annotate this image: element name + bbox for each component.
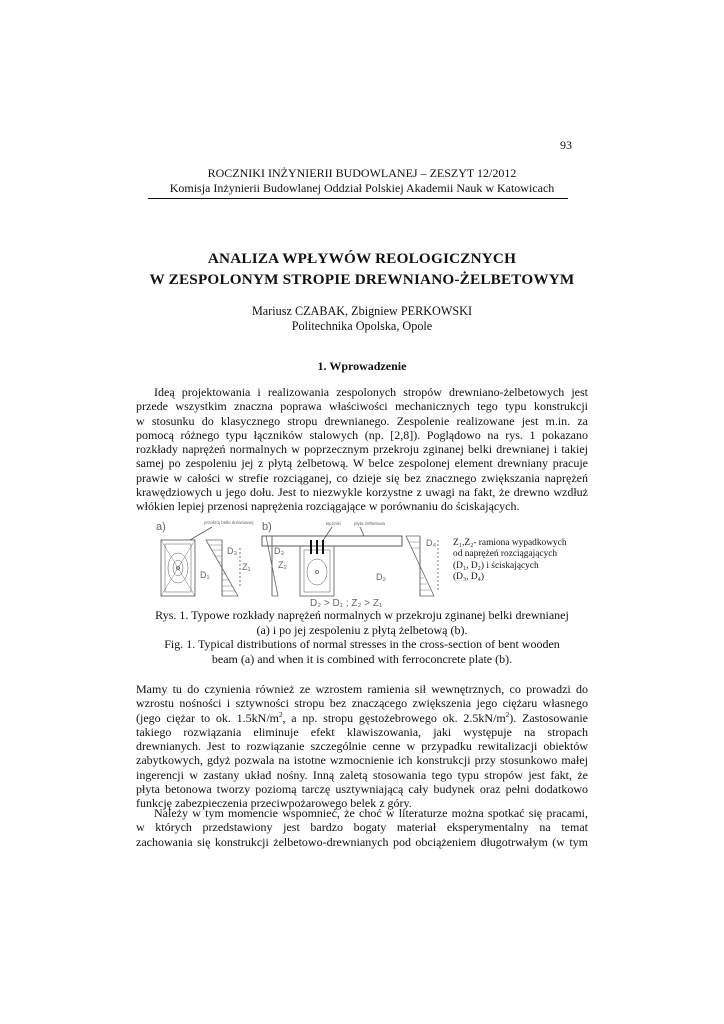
caption-en-line-1: Fig. 1. Typical distributions of normal stresses in the cross-section of bent wooden xyxy=(164,637,560,652)
page-number: 93 xyxy=(560,138,572,152)
stress-d4-label: D₄ xyxy=(426,538,437,548)
paragraph-2-line: funkcję zabezpieczenia przeciwpożarowego belek z góry. xyxy=(136,796,412,811)
stress-d2-label: D₂ xyxy=(376,572,386,582)
stress-d1-label: D₁ xyxy=(200,570,210,580)
author-block xyxy=(140,304,584,334)
stress-d3-label-b: D₃ xyxy=(274,546,285,556)
steel-connectors xyxy=(311,540,323,554)
plyta-leader-line xyxy=(360,527,364,536)
superscript: 2 xyxy=(279,710,283,719)
paragraph-1-line: pomocą różnego typu łączników stalowych (np. [2,8]). Poglądowo na rys. 1 pokazano xyxy=(136,427,588,442)
header-rule xyxy=(148,198,568,199)
arm-z1-label: Z₁ xyxy=(242,562,251,572)
paragraph-3-line: zachowania się konstrukcji żelbetowo-drewnianych pod obciążeniem długotrwałym (w tym xyxy=(136,834,588,849)
paragraph-2 xyxy=(136,682,588,811)
paragraph-1-line: włókien lepiej przenosi naprężenia rozciągające w porównaniu do ściskających. xyxy=(136,499,520,514)
paragraph-3-line: w których przedstawiony jest bardzo bogaty materiał eksperymentalny na temat xyxy=(136,820,588,835)
legend-line: (D₁, D₂) i ściskających xyxy=(453,560,539,571)
figure-caption xyxy=(136,608,588,666)
caption-pl-line-2: (a) i po jej zespoleniu z płytą żelbetową (b). xyxy=(256,622,468,637)
journal-committee: Komisja Inżynierii Budowlanej Oddział Polskiej Akademii Nauk w Katowicach xyxy=(169,181,555,195)
figure-label-laczniki: łączniki xyxy=(326,521,341,526)
stress-diagram-b-left xyxy=(266,536,278,596)
paragraph-2-l3a: (jego ciężar to ok. 1.5kN/m xyxy=(136,710,280,725)
figure-label-przekroj: przekrój belki drewnianej xyxy=(204,520,254,525)
paragraph-2-line xyxy=(136,711,588,725)
legend-line: (D₃, D₄) xyxy=(453,572,485,583)
przekroj-leader-line xyxy=(190,527,212,540)
paragraph-3 xyxy=(136,806,588,849)
legend-line: od naprężeń rozciągających xyxy=(453,549,558,560)
affiliation: Politechnika Opolska, Opole xyxy=(291,319,433,333)
paper-title xyxy=(100,248,624,290)
paragraph-1-line: rozkłady naprężeń normalnych w poprzecznym przekroju zginanej belki drewnianej i takiej xyxy=(136,442,588,457)
stress-d3-label: D₃ xyxy=(227,546,238,556)
paragraph-1-line: krawędziowych u jego dołu. Jest to niezwykle korzystne z uwagi na fakt, że drewno wzdłuż xyxy=(136,485,588,500)
stress-distribution-figure xyxy=(150,520,446,608)
paragraph-3-line: Należy w tym momencie wspomnieć, że choć w literaturze można spotkać się pracami, xyxy=(154,806,588,820)
caption-en-line-2: beam (a) and when it is combined with ferroconcrete plate (b). xyxy=(211,651,513,666)
figure-label-plyta: płyta żelbetowa xyxy=(354,521,386,526)
arm-z2-label: Z₂ xyxy=(278,560,287,570)
paragraph-2-line: ingerencji w zastany układ nośny. Inną zaletą stosowania tego typu stropów jest fakt, że xyxy=(136,767,588,782)
caption-pl-line-1: Rys. 1. Typowe rozkłady naprężeń normalnych w przekroju zginanej belki drewnianej xyxy=(155,608,569,622)
authors: Mariusz CZABAK, Zbigniew PERKOWSKI xyxy=(251,304,473,318)
legend-line: Z₁,Z₂- ramiona wypadkowych xyxy=(453,538,567,548)
laczniki-leader-line xyxy=(322,527,332,542)
paragraph-2-line: zabytkowych, gdyż pozwala na istotne wzmocnienie ich konstrukcji przy stosunkowo małej xyxy=(136,753,588,768)
figure-label-b: b) xyxy=(262,521,272,533)
paragraph-1-line: Ideą projektowania i realizowania zespolonych stropów drewniano-żelbetowych jest xyxy=(154,385,588,399)
paragraph-1-line: prawie w całości w strefie rozciąganej, co dzieje się bez znacznego zwiększania naprężeń xyxy=(136,470,588,485)
growth-rings-b xyxy=(307,559,327,585)
paragraph-2-line: Mamy tu do czynienia również ze wzrostem ramienia sił wewnętrznych, co prowadzi do xyxy=(136,682,588,696)
paragraph-1 xyxy=(136,385,588,514)
paragraph-2-l3c: ). Zastosowanie xyxy=(509,710,588,725)
paper-title-line-1: ANALIZA WPŁYWÓW REOLOGICZNYCH xyxy=(207,250,517,267)
journal-header xyxy=(140,166,584,196)
timber-section-b-inner xyxy=(304,550,330,592)
journal-title: ROCZNIKI INŻYNIERII BUDOWLANEJ – ZESZYT 12/2012 xyxy=(207,166,517,180)
pith-b xyxy=(316,571,319,574)
concrete-slab xyxy=(262,536,402,546)
figure-legend xyxy=(453,538,593,584)
paragraph-1-line: samej po zespoleniu jej z płytą żelbetową. W belce zespolonej element drewniany pracuje xyxy=(136,456,588,471)
superscript: 2 xyxy=(505,710,510,719)
section-heading: 1. Wprowadzenie xyxy=(317,359,407,373)
figure-label-a: a) xyxy=(156,521,166,533)
paragraph-2-line: płyta betonowa tworzy poziomą tarczę usztywniającą cały budynek oraz pełni dodatkowo xyxy=(136,782,588,797)
paragraph-2-line: drewnianych. Jest to rozwiązanie szczególnie cenne w przypadku rewitalizacji obiektów xyxy=(136,739,588,754)
paragraph-1-line: przede wszystkim znaczna poprawa właściwości mechanicznych tego typu konstrukcji xyxy=(136,399,588,414)
paragraph-2-line: wzrostu nośności i sztywności stropu bez znaczącego zwiększenia jego ciężaru własnego xyxy=(136,696,588,711)
relation-text: D₂ > D₁ ; Z₂ > Z₁ xyxy=(310,598,383,608)
paragraph-1-line: w stosunku do klasycznego stropu drewnianego. Zespolenie realizowane jest m.in. za xyxy=(136,413,588,428)
paragraph-2-l3b: , a np. stropu gęstożebrowego ok. 2.5kN/m xyxy=(282,710,506,725)
paper-title-line-2: W ZESPOLONYM STROPIE DREWNIANO-ŻELBETOWYM xyxy=(149,271,575,288)
paragraph-2-line: takiego rozwiązania eliminuje efekt klawiszowania, jaki występuje na stropach xyxy=(136,724,588,739)
